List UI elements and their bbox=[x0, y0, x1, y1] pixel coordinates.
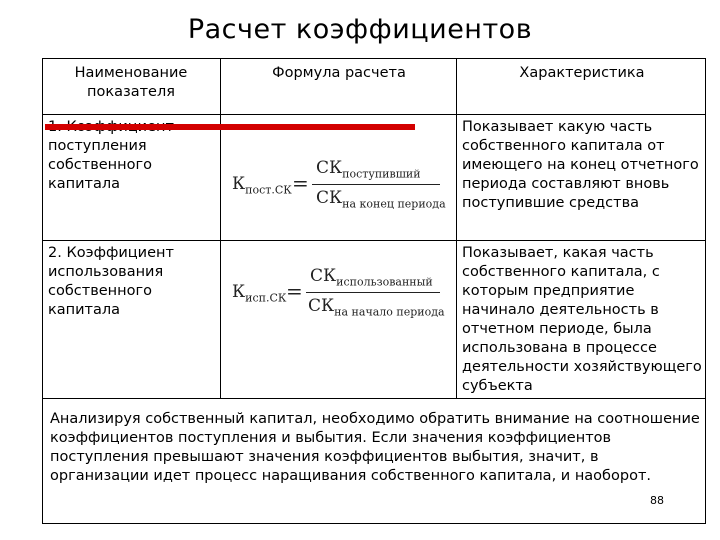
row-divider bbox=[42, 114, 706, 115]
row-divider bbox=[42, 398, 706, 399]
header-name: Наименование показателя bbox=[74, 65, 188, 100]
slide-title: Расчет коэффициентов bbox=[187, 14, 533, 45]
column-divider bbox=[220, 58, 221, 398]
row-divider bbox=[42, 240, 706, 241]
row2-name: 2. Коэффициент использования собственного капитала bbox=[48, 245, 174, 318]
row2-description: Показывает, какая часть собственного капитала, с которым предприятие начинало деятельность в отчетном периоде, была использована в процессе деятельности хозяйствующего субъекта bbox=[462, 245, 702, 394]
column-divider bbox=[456, 58, 457, 398]
page-number: 88 bbox=[650, 494, 664, 507]
header-description: Характеристика bbox=[519, 65, 645, 81]
formula-lhs: $К_{пост.СК}$ bbox=[232, 174, 292, 197]
fraction-bar bbox=[312, 184, 440, 185]
equals-sign: = bbox=[286, 279, 303, 303]
row2-formula bbox=[232, 264, 452, 324]
row1-description: Показывает какую часть собственного капитала от имеющего на конец отчетного периода составляют вновь поступившие средства bbox=[462, 119, 699, 211]
formula-denominator: $СК_{на конец периода}$ bbox=[316, 188, 446, 211]
formula-denominator: $СК_{на начало периода}$ bbox=[308, 296, 445, 319]
formula-lhs: $К_{исп.СК}$ bbox=[232, 282, 287, 305]
equals-sign: = bbox=[292, 171, 309, 195]
fraction-bar bbox=[306, 292, 440, 293]
row1-formula bbox=[232, 156, 452, 216]
header-formula: Формула расчета bbox=[272, 65, 406, 81]
summary-text: Анализируя собственный капитал, необходимо обратить внимание на соотношение коэффициентов поступления и выбытия. Если значения коэффициентов поступления превышают значения коэффициентов выбытия, значит, в организации идет процесс наращивания собственного капитала, и наоборот. bbox=[50, 411, 700, 484]
formula-numerator: $СК_{поступивший}$ bbox=[316, 158, 421, 181]
formula-numerator: $СК_{использованный}$ bbox=[310, 266, 433, 289]
highlight-bar bbox=[45, 124, 415, 130]
row1-name: поступления собственного капитала bbox=[48, 138, 152, 192]
